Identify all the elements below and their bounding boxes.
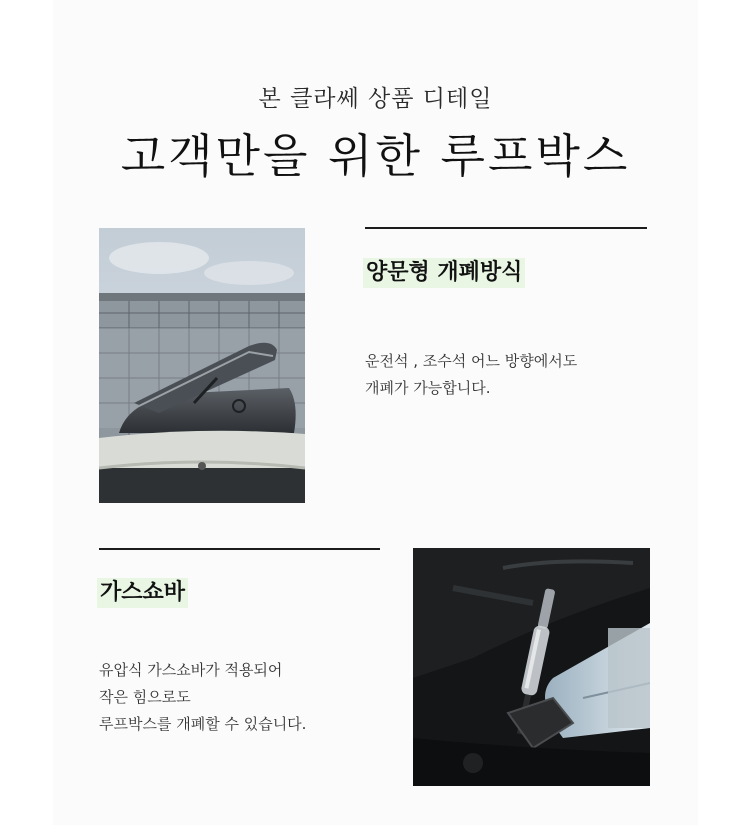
description-line: 루프박스를 개폐할 수 있습니다. [99,715,307,733]
feature-description-gas-strut [99,657,306,738]
description-line: 운전석 , 조수석 어느 방향에서도 [365,352,578,370]
description-line: 유압식 가스쇼바가 적용되어 [99,661,283,679]
feature-description-double-opening [365,348,577,402]
description-line: 작은 힘으로도 [99,688,191,706]
section-subtitle: 본 클라쎄 상품 디테일 [258,86,493,112]
divider-line [99,548,380,550]
section-title: 고객만을 위한 루프박스 [120,129,631,183]
divider-line [365,227,647,229]
feature-heading-double-opening: 양문형 개폐방식 [363,258,525,288]
description-line: 개폐가 가능합니다. [365,379,491,397]
gas-strut-photo [413,548,650,786]
product-detail-page [53,0,698,825]
roof-box-open-photo [99,228,305,503]
feature-heading-gas-strut: 가스쇼바 [97,578,188,608]
